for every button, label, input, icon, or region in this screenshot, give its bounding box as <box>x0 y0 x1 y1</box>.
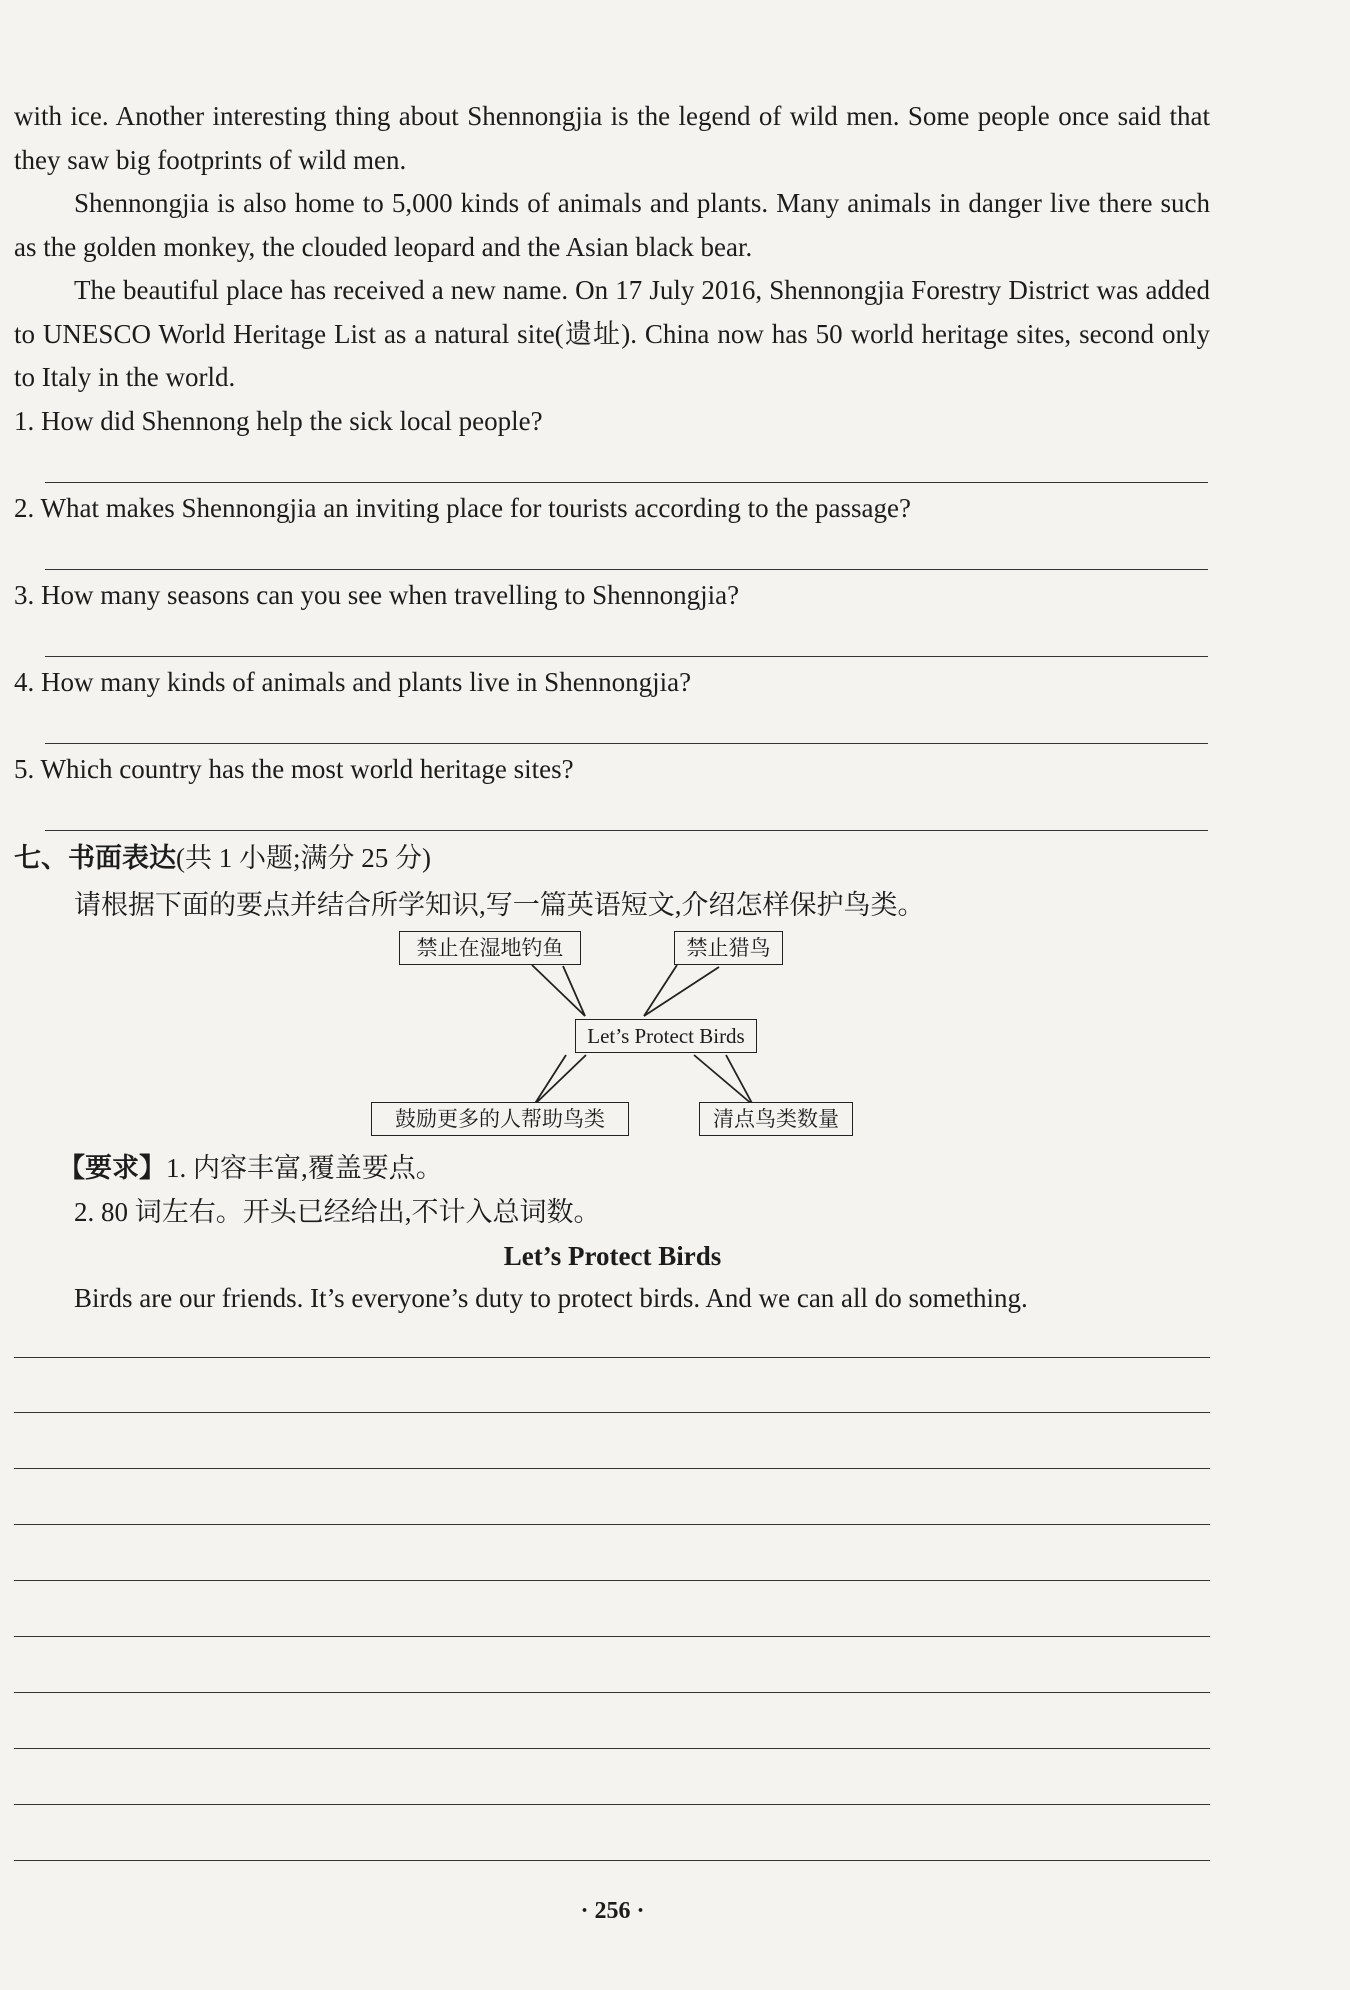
mindmap-node-no-hunting: 禁止猎鸟 <box>674 931 783 965</box>
answer-line-1[interactable] <box>45 482 1208 483</box>
reading-passage <box>14 95 1210 400</box>
answer-line-4[interactable] <box>45 743 1208 744</box>
connector-top-left <box>532 965 585 1016</box>
section-heading <box>14 838 431 878</box>
question-2: 2. What makes Shennongjia an inviting place for tourists according to the passage? <box>14 493 912 523</box>
section-score-note: (共 1 小题;满分 25 分) <box>176 843 431 873</box>
mindmap-center-node: Let’s Protect Birds <box>575 1019 757 1053</box>
mindmap-node-encourage-help: 鼓励更多的人帮助鸟类 <box>371 1102 629 1136</box>
requirement-item-1: 1. 内容丰富,覆盖要点。 <box>166 1153 443 1183</box>
writing-line[interactable] <box>14 1692 1210 1693</box>
connector-bottom-left <box>534 1055 586 1105</box>
writing-line[interactable] <box>14 1636 1210 1637</box>
writing-line[interactable] <box>14 1804 1210 1805</box>
writing-line[interactable] <box>14 1412 1210 1413</box>
writing-line[interactable] <box>14 1468 1210 1469</box>
connector-bottom-right <box>694 1055 753 1105</box>
essay-title: Let’s Protect Birds <box>503 1241 722 1271</box>
answer-line-3[interactable] <box>45 656 1208 657</box>
writing-line[interactable] <box>14 1860 1210 1861</box>
mindmap-node-count-birds: 清点鸟类数量 <box>699 1102 853 1136</box>
writing-line[interactable] <box>14 1580 1210 1581</box>
passage-paragraph-1: with ice. Another interesting thing about Shennongjia is the legend of wild men. Some people once said that they saw big footprints of wild men. <box>14 101 1210 175</box>
question-4: 4. How many kinds of animals and plants live in Shennongjia? <box>14 667 692 697</box>
section-title: 七、书面表达 <box>14 843 176 873</box>
answer-line-2[interactable] <box>45 569 1208 570</box>
essay-opening: Birds are our friends. It’s everyone’s duty to protect birds. And we can all do something. <box>74 1283 1028 1313</box>
question-5: 5. Which country has the most world heritage sites? <box>14 754 574 784</box>
page-number: · 256 · <box>580 1898 645 1924</box>
requirement-2: 2. 80 词左右。开头已经给出,不计入总词数。 <box>74 1197 601 1227</box>
writing-line[interactable] <box>14 1748 1210 1749</box>
connector-top-right <box>644 965 719 1016</box>
question-1: 1. How did Shennong help the sick local people? <box>14 406 543 436</box>
requirement-1 <box>58 1148 443 1188</box>
question-3: 3. How many seasons can you see when travelling to Shennongjia? <box>14 580 740 610</box>
passage-paragraph-3: The beautiful place has received a new name. On 17 July 2016, Shennongjia Forestry District was added to UNESCO World Heritage List as a natural site(遗址). China now has 50 world heritage sites, second only to Italy in the world. <box>14 275 1210 392</box>
passage-paragraph-2: Shennongjia is also home to 5,000 kinds of animals and plants. Many animals in danger live there such as the golden monkey, the clouded leopard and the Asian black bear. <box>14 188 1210 262</box>
writing-line[interactable] <box>14 1524 1210 1525</box>
mindmap-node-no-fishing: 禁止在湿地钓鱼 <box>399 931 581 965</box>
writing-line[interactable] <box>14 1357 1210 1358</box>
writing-instruction: 请根据下面的要点并结合所学知识,写一篇英语短文,介绍怎样保护鸟类。 <box>74 890 925 920</box>
answer-line-5[interactable] <box>45 830 1208 831</box>
requirement-label: 【要求】 <box>58 1153 166 1183</box>
